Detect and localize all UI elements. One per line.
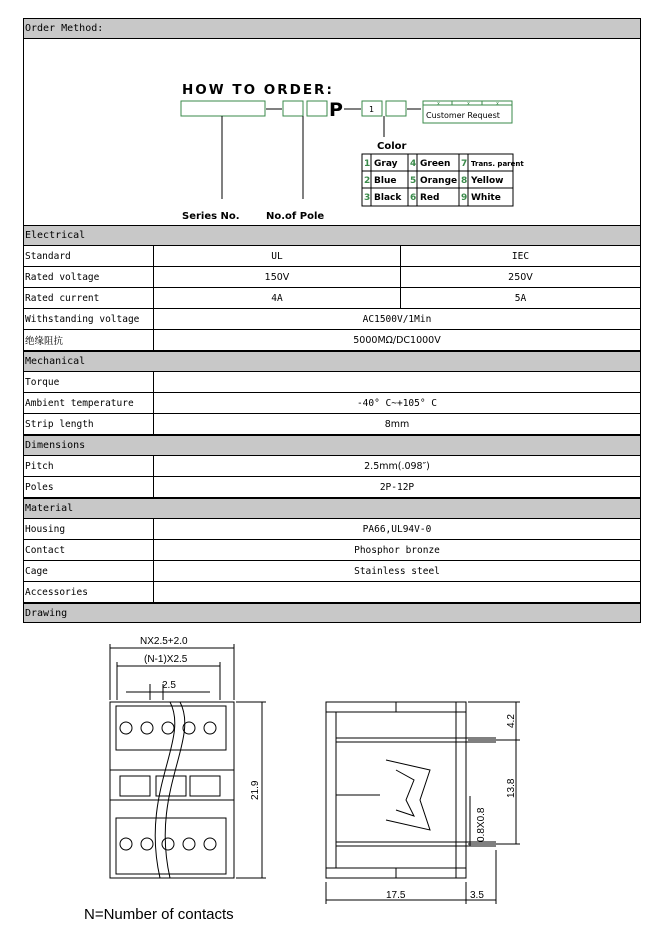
color-name: Trans. parent: [471, 160, 524, 168]
color-name: Black: [374, 193, 402, 203]
color-number: 9: [461, 193, 468, 203]
dim-pitch: 2.5: [162, 680, 176, 691]
color-name: Green: [420, 159, 451, 169]
electrical-header: Electrical: [23, 225, 641, 245]
front-view: [110, 644, 266, 878]
x-mark-3: x: [496, 101, 499, 107]
how-to-order-diagram: [24, 39, 640, 225]
cage-label: Cage: [24, 561, 154, 582]
side-view: [326, 702, 520, 904]
dim-pin: 0.8X0.8: [476, 807, 487, 842]
torque-label: Torque: [24, 372, 154, 393]
strip-length-label: Strip length: [24, 414, 154, 435]
rated-current-iec: 5A: [401, 288, 641, 309]
accessories-label: Accessories: [24, 582, 154, 603]
order-method-header: Order Method:: [23, 18, 641, 38]
rated-voltage-label: Rated voltage: [24, 267, 154, 288]
series-number-label: Series No.: [182, 211, 240, 222]
torque-value: [154, 372, 641, 393]
table-row: [24, 309, 641, 330]
customer-request-label: Customer Request: [426, 111, 500, 120]
contact-hole: [162, 722, 174, 734]
table-row: [24, 288, 641, 309]
table-row: [24, 582, 641, 603]
table-row: [24, 267, 641, 288]
pitch-value: 2.5mm(.098″): [154, 456, 641, 477]
contact-label: Contact: [24, 540, 154, 561]
standard-ul: UL: [154, 246, 401, 267]
number-of-pole-label: No.of Pole: [266, 211, 325, 222]
option-box-2: [386, 101, 406, 116]
contact-hole: [141, 722, 153, 734]
color-name: White: [471, 193, 501, 203]
how-to-order-panel: [23, 38, 641, 225]
table-row: [24, 456, 641, 477]
mechanical-header: Mechanical: [23, 351, 641, 371]
color-number: 8: [461, 176, 468, 186]
rated-current-label: Rated current: [24, 288, 154, 309]
electrical-table: [23, 245, 641, 351]
poles-label: Poles: [24, 477, 154, 498]
dimensions-table: [23, 455, 641, 498]
withstanding-voltage-label: Withstanding voltage: [24, 309, 154, 330]
rated-current-ul: 4A: [154, 288, 401, 309]
dim-mid: 13.8: [506, 778, 517, 798]
poles-value: 2P-12P: [154, 477, 641, 498]
contact-circles: [120, 722, 216, 850]
table-row: [24, 246, 641, 267]
color-name: Red: [420, 193, 440, 203]
insulation-resistance-label: 绝缘阻抗: [24, 330, 154, 351]
contact-hole: [120, 838, 132, 850]
contact-hole: [183, 838, 195, 850]
color-name: Blue: [374, 176, 397, 186]
technical-drawing: [0, 620, 669, 934]
color-number: 6: [410, 193, 417, 203]
standard-iec: IEC: [401, 246, 641, 267]
accessories-value: [154, 582, 641, 603]
dimensions-header: Dimensions: [23, 435, 641, 455]
color-number: 2: [364, 176, 371, 186]
dim-n-minus-1: (N-1)X2.5: [144, 654, 188, 665]
how-to-order-heading: HOW TO ORDER:: [182, 82, 334, 98]
color-number: 1: [364, 159, 371, 169]
table-row: [24, 393, 641, 414]
spec-sheet: [23, 18, 641, 623]
table-row: [24, 540, 641, 561]
insulation-resistance-value: 5000MΩ/DC1000V: [154, 330, 641, 351]
series-box: [181, 101, 265, 116]
table-row: [24, 561, 641, 582]
color-number: 4: [410, 159, 417, 169]
option-box-1-value: 1: [369, 105, 375, 114]
table-row: [24, 330, 641, 351]
contact-value: Phosphor bronze: [154, 540, 641, 561]
contact-hole: [204, 838, 216, 850]
dim-height: 21.9: [250, 780, 261, 800]
material-header: Material: [23, 498, 641, 518]
color-number: 7: [461, 159, 468, 169]
color-number: 5: [410, 176, 417, 186]
table-row: [24, 477, 641, 498]
color-title: Color: [377, 141, 407, 152]
connector-drawing: [0, 620, 669, 934]
table-row: [24, 519, 641, 540]
standard-label: Standard: [24, 246, 154, 267]
color-name: Gray: [374, 159, 398, 169]
contact-hole: [162, 838, 174, 850]
rated-voltage-iec: 250V: [401, 267, 641, 288]
dim-total: NX2.5+2.0: [140, 636, 188, 647]
x-mark-2: x: [467, 101, 470, 107]
ambient-temperature-value: -40° C~+105° C: [154, 393, 641, 414]
dim-width: 17.5: [386, 890, 406, 901]
pitch-label: Pitch: [24, 456, 154, 477]
housing-label: Housing: [24, 519, 154, 540]
strip-length-value: 8mm: [154, 414, 641, 435]
drawing-header: Drawing: [23, 603, 641, 623]
pole-box-1: [283, 101, 303, 116]
dim-width-2: 3.5: [470, 890, 484, 901]
contact-hole: [141, 838, 153, 850]
color-name: Orange: [420, 176, 458, 186]
ambient-temperature-label: Ambient temperature: [24, 393, 154, 414]
contact-hole: [120, 722, 132, 734]
material-table: [23, 518, 641, 603]
table-row: [24, 372, 641, 393]
housing-value: PA66,UL94V-0: [154, 519, 641, 540]
cage-value: Stainless steel: [154, 561, 641, 582]
mechanical-table: [23, 371, 641, 435]
table-row: [24, 414, 641, 435]
rated-voltage-ul: 150V: [154, 267, 401, 288]
note-number-of-contacts: N=Number of contacts: [84, 906, 234, 923]
dim-top: 4.2: [506, 714, 517, 728]
x-mark-1: x: [437, 101, 440, 107]
contact-hole: [204, 722, 216, 734]
p-letter: P: [329, 99, 343, 121]
color-number: 3: [364, 193, 371, 203]
pole-box-2: [307, 101, 327, 116]
color-name: Yellow: [471, 176, 504, 186]
withstanding-voltage-value: AC1500V/1Min: [154, 309, 641, 330]
